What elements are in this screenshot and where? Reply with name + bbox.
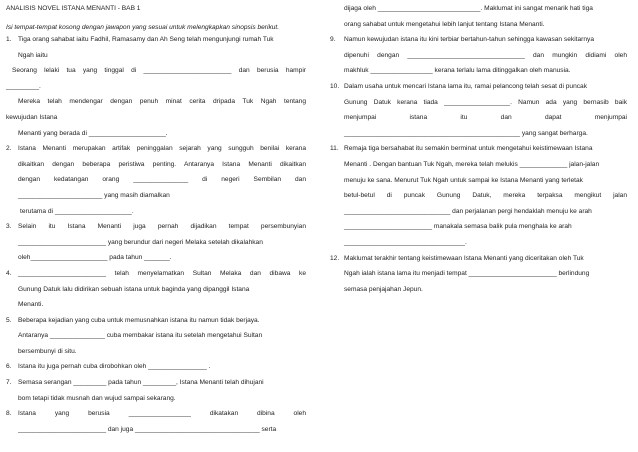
question-line: Istana Menanti merupakan artifak peninggalan sejarah yang sungguh benilai kerana — [18, 145, 306, 153]
question-line: Remaja tiga bersahabat itu semakin berminat untuk mengetahui keistimewaan Istana — [344, 145, 593, 153]
question-line: orang sahabat untuk mengetahui lebih lanjut tentang Istana Menanti. — [344, 20, 545, 28]
question-line: Mereka telah mendengar dengan penuh minat cerita dripada Tuk Ngah tentang — [18, 98, 306, 106]
instruction-text: Isi tempat-tempat kosong dengan jawapon yang sesuai untuk melengkapkan sinopsis berikut. — [6, 24, 280, 31]
question-line: ________________________ yang berundur dari negeri Melaka setelah dikalahkan — [18, 238, 263, 246]
question-line: Dalam usaha untuk mencari Istana lama itu, ramai pelancong telah sesat di puncak — [344, 82, 588, 90]
question-number: 11. — [330, 145, 339, 153]
question-line: menuju ke sana. Menurut Tuk Ngah untuk sampai ke Istana Menanti yang terletak — [344, 176, 583, 184]
question-line: Ngah iaitu — [18, 51, 48, 59]
question-line: Gunung Datuk lalu didirikan sebuah istana untuk baginda yang dipanggil Istana — [18, 285, 250, 293]
left-column — [6, 4, 306, 435]
question-9 — [330, 35, 627, 77]
question-line: ________________________ telah menyelamatkan Sultan Melaka dan dibawa ke — [18, 269, 306, 277]
question-line: Namun kewujudan istana itu kini terbiar bertahun-tahun sehingga kawasan sekitarnya — [344, 36, 594, 44]
question-line: ________________________ manakala semasa balik pula menghala ke arah — [344, 223, 572, 231]
question-line: makhluk _________________ kerana terlalu lama ditinggalkan oleh manusia. — [344, 67, 571, 75]
question-line: betul-betul di puncak Gunung Datuk, mereka terpaksa mengikut jalan — [344, 192, 627, 200]
question-line: Beberapa kejadian yang cuba untuk memusnahkan istana itu namun tidak berjaya. — [18, 316, 260, 324]
question-number: 5. — [6, 316, 12, 324]
question-number: 4. — [6, 269, 12, 277]
question-line: dipenuhi dengan ________________________________ dan mungkin didiami oleh — [344, 51, 627, 59]
question-number: 1. — [6, 36, 12, 43]
question-line: Ngah ialah istana lama itu menjadi tempat ________________________ berlindung — [344, 270, 590, 278]
question-line: kewujudan Istana — [6, 113, 58, 121]
question-line: Menanti. — [18, 301, 44, 309]
question-7 — [6, 378, 306, 404]
question-line: _______________________ yang masih diamalkan — [18, 191, 170, 199]
question-line: Selain itu Istana Menanti juga pernah dijadikan tempat persembunyian — [18, 223, 306, 231]
question-12 — [330, 254, 627, 296]
question-5 — [6, 316, 306, 358]
question-4 — [6, 269, 306, 311]
question-3 — [6, 222, 306, 264]
question-2 — [6, 144, 306, 217]
question-line: _____________________________ dan perjalanan pergi hendaklah menuju ke arah — [344, 207, 592, 215]
question-10 — [330, 82, 627, 139]
question-line: Menanti . Dengan bantuan Tuk Ngah, mereka telah melukis _____________ jalan-jalan — [344, 160, 600, 168]
question-line: semasa penjajahan Jepun. — [344, 285, 423, 293]
question-line: ________________________________________________ yang sangat berharga. — [344, 129, 588, 137]
question-line: dijaga oleh ____________________________. Maklumat ini sangat menarik hati tiga — [344, 5, 593, 12]
question-line: terutama di _____________________. — [20, 207, 134, 215]
question-number: 10. — [330, 82, 340, 90]
question-number: 7. — [6, 379, 12, 387]
question-8 — [6, 409, 306, 435]
question-1 — [6, 35, 306, 61]
question-number: 2. — [6, 145, 12, 153]
question-line: Seorang lelaki tua yang tinggal di ________________________ dan berusia hampir — [12, 67, 306, 75]
question-line: oleh_____________________ pada tahun _______. — [18, 254, 172, 262]
question-6 — [6, 362, 306, 373]
question-line: dikaitkan dengan beberapa peristiwa penting. Antaranya Istana Menanti dikaitkan — [18, 160, 306, 168]
question-line: Istana itu juga pernah cuba dirobohkan oleh ________________ . — [18, 363, 211, 371]
question-line: Menanti yang berada di _____________________. — [18, 129, 168, 137]
question-line: ________________________ dan juga __________________________________ serta — [18, 425, 277, 433]
worksheet-title: ANALISIS NOVEL ISTANA MENANTI - BAB 1 — [6, 5, 141, 12]
question-number: 3. — [6, 223, 12, 231]
question-line: Antaranya _______________ cuba membakar istana itu setelah mengetahui Sultan — [18, 332, 263, 340]
question-line: _________________________________. — [344, 238, 467, 246]
question-line: _________. — [6, 82, 41, 90]
question-line: Tiga orang sahabat iaitu Fadhil, Ramasamy dan Ah Seng telah mengunjungi rumah Tuk — [18, 36, 274, 43]
question-line: Semasa serangan _________ pada tahun _________, Istana Menanti telah dihujani — [18, 379, 264, 387]
question-line: bom tetapi tidak musnah dan wujud sampai sekarang. — [18, 394, 176, 402]
question-number: 9. — [330, 36, 336, 44]
question-number: 8. — [6, 410, 12, 418]
right-column — [330, 4, 627, 295]
question-line: bersembunyi di situ. — [18, 347, 77, 355]
question-11 — [330, 144, 627, 248]
question-line: dengan kedatangan orang _______________ di negeri Sembilan dan — [18, 176, 306, 184]
question-line: Maklumat terakhir tentang keistimewaan Istana Menanti yang diceritakan oleh Tuk — [344, 254, 584, 262]
question-number: 12. — [330, 254, 340, 262]
question-line: menjumpai istana itu dan dapat menjumpai — [344, 114, 627, 122]
question-line: Istana yang berusia _________________ dikatakan dibina oleh — [18, 410, 306, 418]
question-line: Gunung Datuk kerana tiada __________________. Namun ada yang bernasib baik — [344, 98, 627, 106]
question-number: 6. — [6, 363, 12, 371]
